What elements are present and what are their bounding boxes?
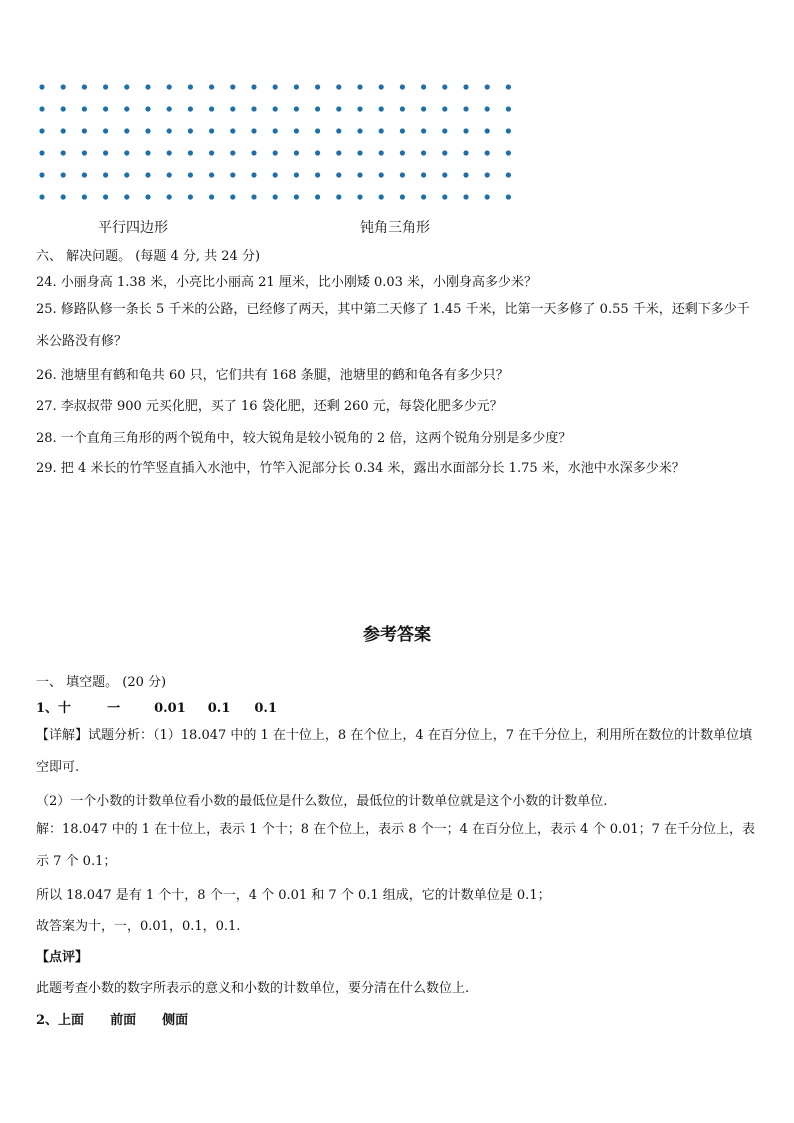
grid-dot [400, 150, 405, 155]
grid-dot [145, 150, 150, 155]
answer-2-item: 前面 [110, 1013, 137, 1028]
grid-dot [336, 106, 341, 111]
grid-dot [209, 84, 214, 89]
grid-dot [315, 84, 320, 89]
grid-dot [294, 172, 299, 177]
grid-dot [485, 128, 490, 133]
grid-dot [506, 194, 511, 199]
grid-dot [463, 150, 468, 155]
grid-dot [485, 172, 490, 177]
grid-dot [463, 172, 468, 177]
grid-dot [357, 84, 362, 89]
grid-dot [273, 84, 278, 89]
grid-dot [251, 106, 256, 111]
parallelogram-label: 平行四边形 [98, 220, 168, 236]
grid-dot [421, 150, 426, 155]
answer-1-item: 0.1 [207, 701, 231, 716]
grid-dot [442, 106, 447, 111]
grid-dot [273, 128, 278, 133]
grid-dot [209, 150, 214, 155]
question-29: 29. 把 4 米长的竹竿竖直插入水池中，竹竿入泥部分长 0.34 米，露出水面部分长 1.75 米，水池中水深多少米？ [36, 461, 685, 476]
grid-dot [463, 84, 468, 89]
grid-dot [485, 150, 490, 155]
question-26: 26. 池塘里有鹤和龟共 60 只，它们共有 168 条腿，池塘里的鹤和龟各有多少只？ [36, 368, 509, 383]
grid-dot [357, 172, 362, 177]
dot-grid [36, 80, 516, 204]
grid-dot [188, 128, 193, 133]
grid-dot [442, 150, 447, 155]
grid-dot [145, 106, 150, 111]
grid-dot [61, 106, 66, 111]
grid-dot [145, 194, 150, 199]
grid-dot [400, 194, 405, 199]
grid-dot [82, 194, 87, 199]
grid-dot [315, 150, 320, 155]
grid-dot [103, 172, 108, 177]
grid-dot [39, 150, 44, 155]
grid-dot [209, 106, 214, 111]
grid-dot [61, 150, 66, 155]
grid-dot [294, 150, 299, 155]
grid-dot [442, 172, 447, 177]
grid-dot [421, 128, 426, 133]
grid-dot [421, 106, 426, 111]
grid-dot [124, 150, 129, 155]
detail-1: 【详解】试题分析：（1）18.047 中的 1 在十位上，8 在个位上，4 在百分位上，7 在千分位上，利用所在数位的计数单位填空即可. [36, 728, 753, 775]
section-6-heading: 六、 解决问题。 (每题 4 分, 共 24 分) [36, 249, 261, 264]
grid-dot [188, 84, 193, 89]
grid-dot [61, 128, 66, 133]
grid-dot [124, 194, 129, 199]
grid-dot [294, 194, 299, 199]
grid-dot [273, 172, 278, 177]
answer-1-number: 1、 [36, 701, 59, 716]
grid-dot [251, 84, 256, 89]
answer-1-item: 0.1 [254, 701, 277, 716]
grid-dot [145, 84, 150, 89]
grid-dot [188, 194, 193, 199]
grid-dot [230, 128, 235, 133]
grid-dot [379, 172, 384, 177]
grid-dot [230, 172, 235, 177]
grid-dot [379, 106, 384, 111]
answer-1-item: 一 [107, 701, 121, 716]
comment-text: 此题考查小数的数字所表示的意义和小数的计数单位，要分清在什么数位上. [36, 981, 470, 996]
grid-dot [294, 84, 299, 89]
grid-dot [124, 106, 129, 111]
answer-2 [36, 1009, 764, 1028]
grid-dot [273, 106, 278, 111]
grid-dot [273, 150, 278, 155]
grid-dot [506, 172, 511, 177]
grid-dot [167, 150, 172, 155]
grid-dot [167, 128, 172, 133]
grid-dot [421, 194, 426, 199]
grid-dot [463, 106, 468, 111]
grid-dot [209, 194, 214, 199]
grid-dot [336, 84, 341, 89]
question-28: 28. 一个直角三角形的两个锐角中，较大锐角是较小锐角的 2 倍，这两个锐角分别是多少度？ [36, 431, 572, 446]
grid-dot [506, 150, 511, 155]
grid-dot [485, 194, 490, 199]
answers-title: 参考答案 [363, 625, 431, 645]
grid-dot [379, 84, 384, 89]
grid-dot [82, 106, 87, 111]
grid-dot [209, 128, 214, 133]
grid-dot [103, 84, 108, 89]
grid-dot [124, 128, 129, 133]
answer-2-number: 2、 [36, 1013, 59, 1028]
grid-dot [421, 172, 426, 177]
grid-dot [357, 150, 362, 155]
grid-dot [39, 194, 44, 199]
grid-dot [315, 106, 320, 111]
grid-dot [400, 84, 405, 89]
grid-dot [421, 84, 426, 89]
grid-dot [336, 128, 341, 133]
grid-dot [82, 172, 87, 177]
grid-dot [506, 106, 511, 111]
grid-dot [82, 128, 87, 133]
grid-dot [315, 172, 320, 177]
grid-dot [230, 150, 235, 155]
grid-dot [61, 194, 66, 199]
obtuse-triangle-label: 钝角三角形 [360, 220, 430, 236]
answer-1 [36, 697, 764, 716]
grid-dot [336, 150, 341, 155]
answer-2-item: 上面 [58, 1013, 85, 1028]
grid-dot [442, 84, 447, 89]
solution-3: 故答案为十，一，0.01，0.1，0.1. [36, 919, 241, 934]
grid-dot [357, 106, 362, 111]
grid-dot [463, 194, 468, 199]
grid-dot [61, 84, 66, 89]
grid-dot [251, 128, 256, 133]
comment-heading: 【点评】 [36, 950, 89, 965]
grid-dot [39, 84, 44, 89]
grid-dot [251, 194, 256, 199]
grid-dot [103, 106, 108, 111]
grid-dot [167, 172, 172, 177]
grid-dot [230, 194, 235, 199]
grid-dot [506, 84, 511, 89]
grid-dot [124, 172, 129, 177]
grid-dot [400, 128, 405, 133]
grid-dot [357, 128, 362, 133]
grid-dot [82, 84, 87, 89]
grid-dot [124, 84, 129, 89]
answer-2-item: 侧面 [162, 1013, 189, 1028]
grid-dot [442, 128, 447, 133]
grid-dot [315, 194, 320, 199]
solution-2: 所以 18.047 是有 1 个十，8 个一，4 个 0.01 和 7 个 0.1 组成，它的计数单位是 0.1； [36, 888, 551, 903]
grid-dot [230, 84, 235, 89]
grid-dot [188, 150, 193, 155]
grid-dot [188, 172, 193, 177]
grid-dot [188, 106, 193, 111]
grid-dot [61, 172, 66, 177]
grid-dot [294, 106, 299, 111]
answer-1-item: 0.01 [154, 701, 186, 716]
grid-dot [103, 194, 108, 199]
grid-dot [167, 84, 172, 89]
question-27: 27. 李叔叔带 900 元买化肥，买了 16 袋化肥，还剩 260 元，每袋化肥多少元？ [36, 399, 503, 414]
grid-dot [167, 106, 172, 111]
answers-section-1-heading: 一、 填空题。 (20 分) [36, 675, 167, 690]
grid-dot [39, 172, 44, 177]
grid-dot [145, 172, 150, 177]
grid-dot [315, 128, 320, 133]
grid-dot [39, 106, 44, 111]
grid-dot [251, 150, 256, 155]
grid-dot [336, 172, 341, 177]
grid-dot [209, 172, 214, 177]
question-24: 24. 小丽身高 1.38 米，小亮比小丽高 21 厘米，比小刚矮 0.03 米，小刚身高多少米？ [36, 275, 538, 290]
grid-dot [442, 194, 447, 199]
grid-dot [485, 84, 490, 89]
grid-dot [145, 128, 150, 133]
grid-dot [273, 194, 278, 199]
question-25: 25. 修路队修一条长 5 千米的公路，已经修了两天，其中第二天修了 1.45 千米，比第一天多修了 0.55 千米，还剩下多少千米公路没有修？ [36, 302, 750, 349]
grid-dot [103, 150, 108, 155]
grid-dot [400, 106, 405, 111]
grid-dot [379, 194, 384, 199]
grid-dot [103, 128, 108, 133]
grid-dot [251, 172, 256, 177]
answer-1-item: 十 [58, 701, 72, 716]
grid-dot [336, 194, 341, 199]
grid-dot [485, 106, 490, 111]
solution-1: 解：18.047 中的 1 在十位上，表示 1 个十；8 在个位上，表示 8 个一；4 在百分位上，表示 4 个 0.01；7 在千分位上，表示 7 个 0.1； [36, 822, 756, 869]
grid-dot [506, 128, 511, 133]
grid-dot [379, 150, 384, 155]
grid-dot [400, 172, 405, 177]
grid-dot [82, 150, 87, 155]
grid-dot [39, 128, 44, 133]
grid-dot [230, 106, 235, 111]
grid-dot [357, 194, 362, 199]
detail-2: （2）一个小数的计数单位看小数的最低位是什么数位，最低位的计数单位就是这个小数的计数单位. [36, 794, 608, 809]
grid-dot [379, 128, 384, 133]
grid-dot [294, 128, 299, 133]
grid-dot [463, 128, 468, 133]
grid-dot [167, 194, 172, 199]
